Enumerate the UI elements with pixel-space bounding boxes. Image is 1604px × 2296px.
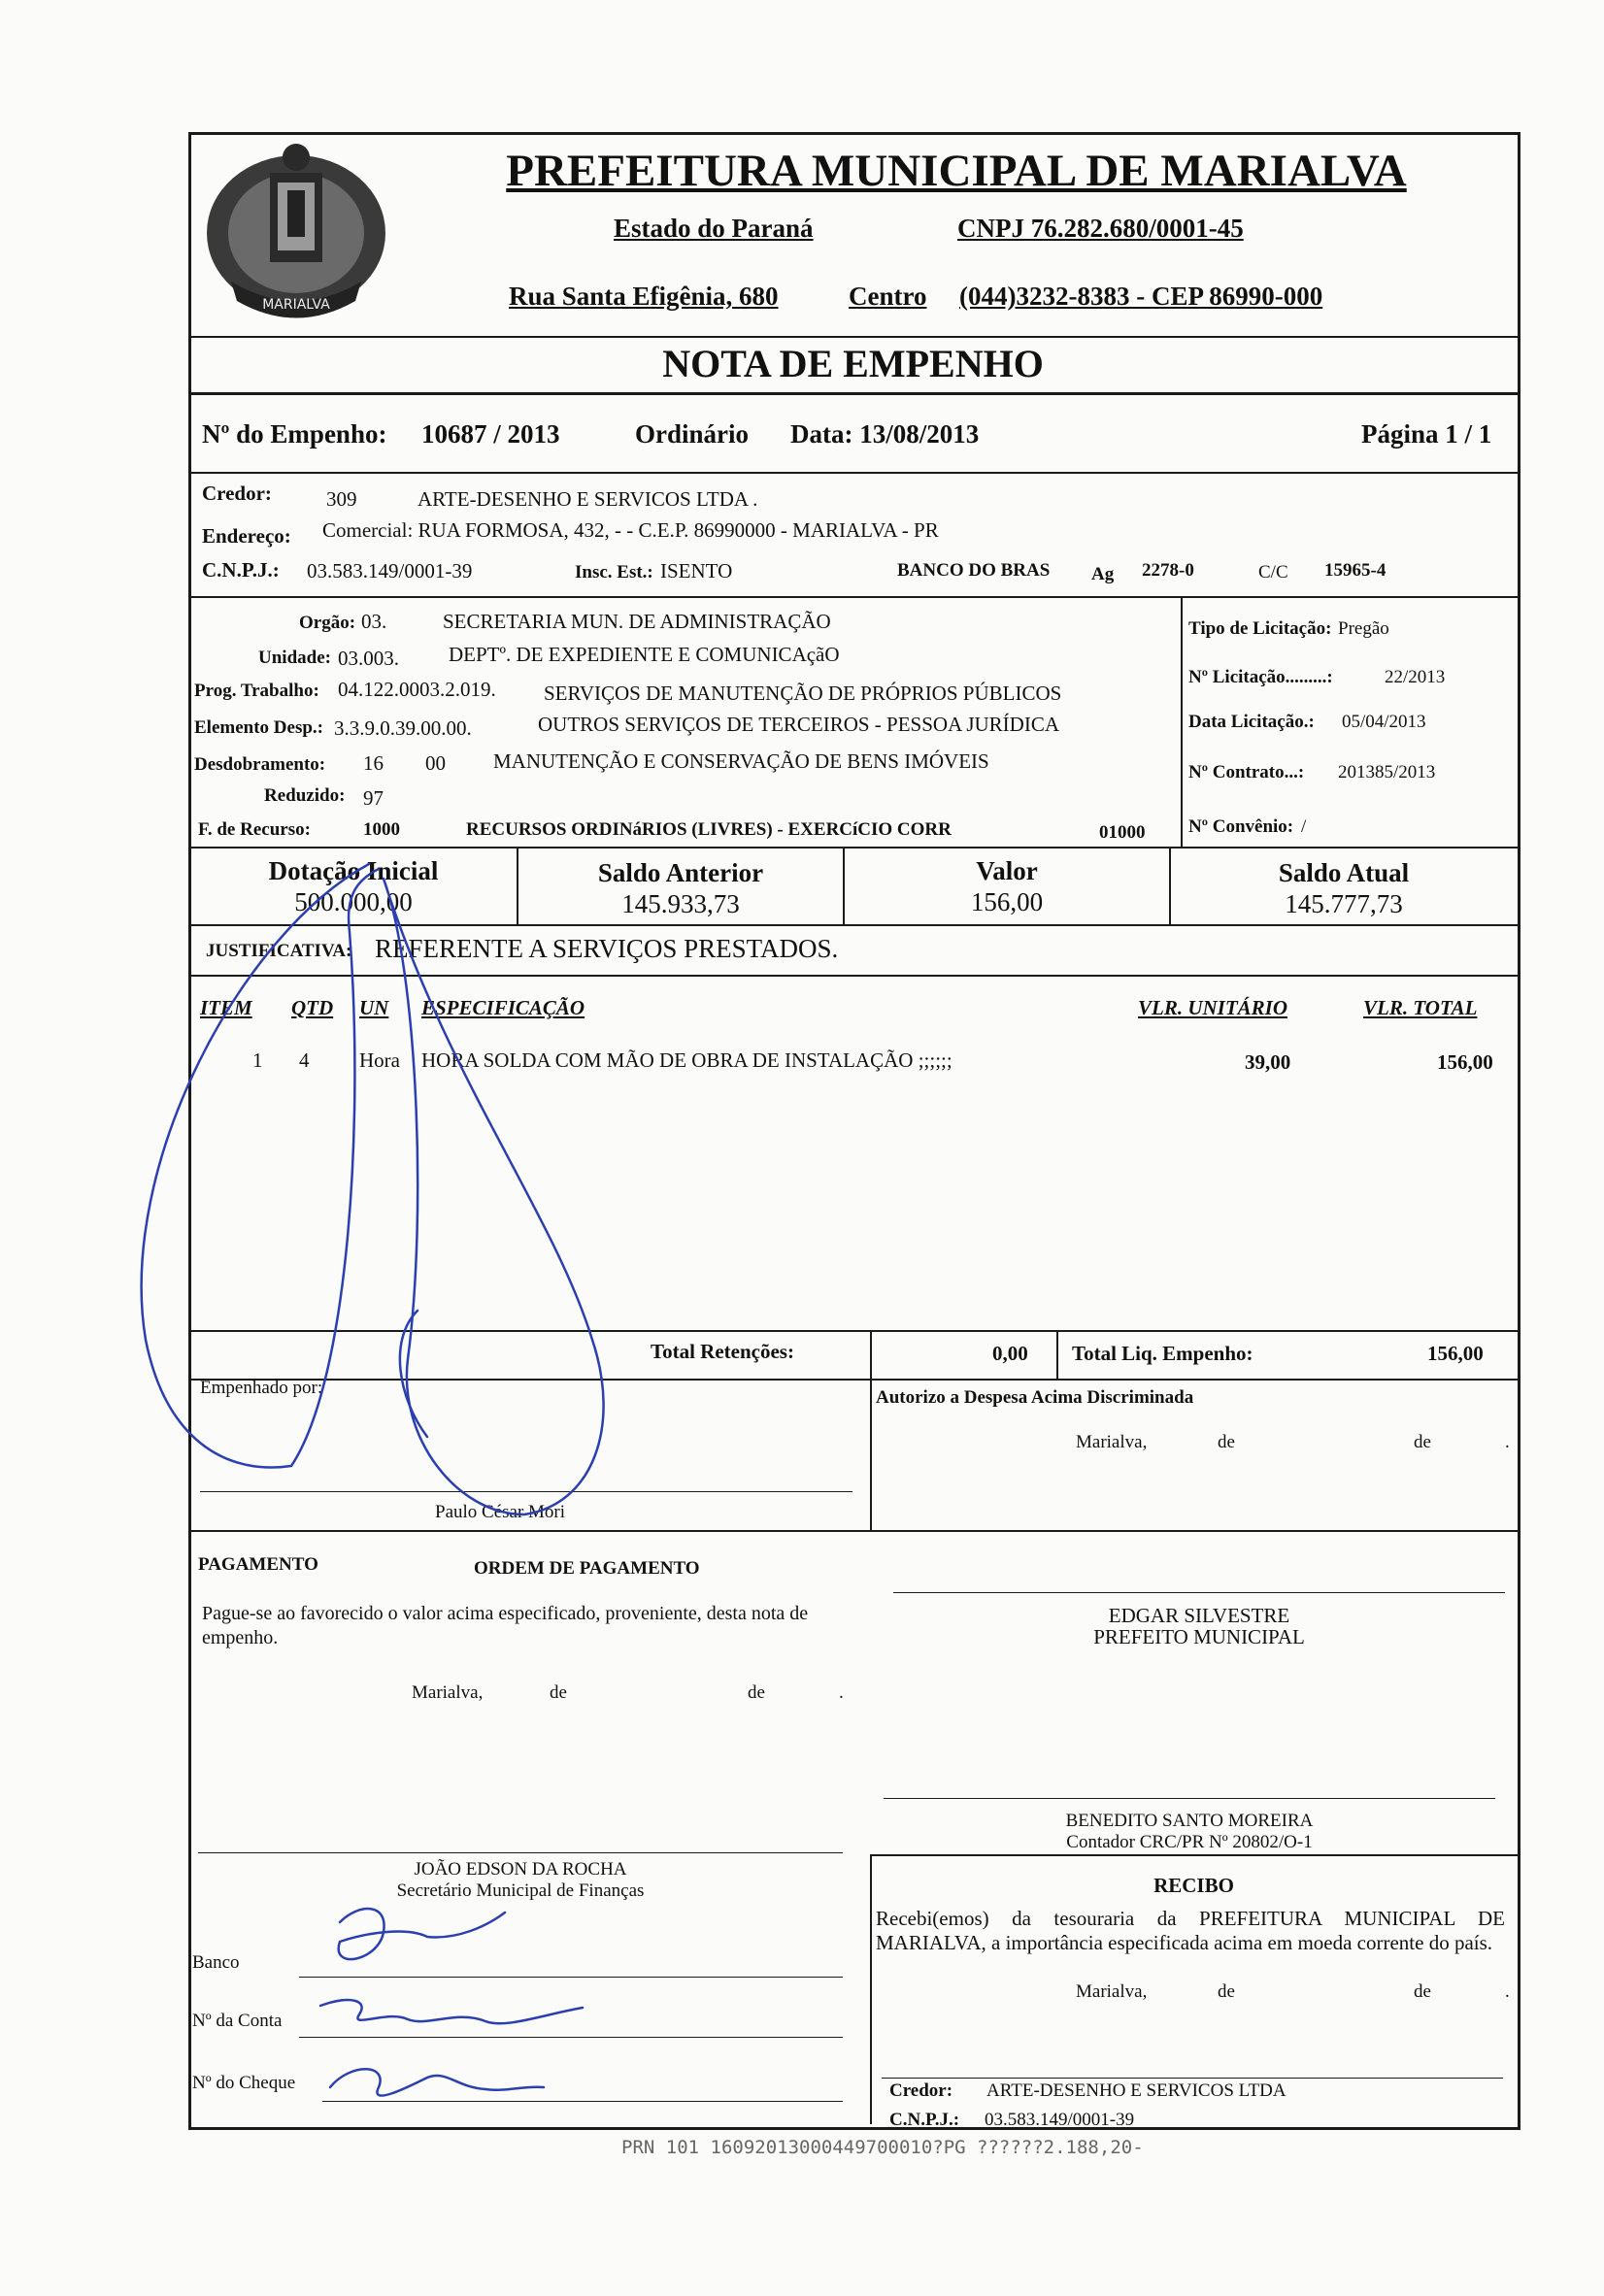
reduzido-label: Reduzido:	[264, 785, 346, 806]
col-vlr-total-header: VLR. TOTAL	[1363, 996, 1478, 1019]
prefeitura-title: PREFEITURA MUNICIPAL DE MARIALVA	[506, 146, 1407, 196]
col-especificacao-header: ESPECIFICAÇÃO	[421, 996, 585, 1019]
recibo-de-1: de	[1218, 1981, 1235, 2002]
prog-code: 04.122.0003.2.019.	[338, 678, 496, 701]
pagamento-de-1: de	[550, 1682, 567, 1703]
prefeito-title: PREFEITO MUNICIPAL	[1093, 1625, 1305, 1648]
total-retencoes-label: Total Retenções:	[651, 1340, 794, 1363]
total-retencoes: 0,00	[992, 1342, 1028, 1365]
conta-label: Nº da Conta	[192, 2011, 283, 2031]
contador-title: Contador CRC/PR Nº 20802/O-1	[1066, 1832, 1313, 1852]
cheque-signature	[330, 2069, 544, 2095]
account-label: C/C	[1258, 562, 1288, 582]
col-un-header: UN	[359, 996, 389, 1019]
dotacao-value: 500.000,00	[294, 887, 413, 916]
recibo-city: Marialva,	[1076, 1981, 1148, 2002]
recibo-cnpj: 03.583.149/0001-39	[985, 2110, 1135, 2130]
col-qtd-header: QTD	[291, 996, 334, 1019]
saldo-atual: 145.777,73	[1285, 889, 1403, 918]
state-name: Estado do Paraná	[614, 214, 814, 243]
credor-name: ARTE-DESENHO E SERVICOS LTDA .	[418, 487, 758, 511]
orgao-name: SECRETARIA MUN. DE ADMINISTRAÇÃO	[443, 610, 831, 633]
empenhado-por-name: Paulo César Mori	[435, 1502, 566, 1522]
agency-label: Ag	[1091, 564, 1115, 584]
empenho-date: Data: 13/08/2013	[790, 419, 980, 449]
prog-name: SERVIÇOS DE MANUTENÇÃO DE PRÓPRIOS PÚBLICOS	[544, 682, 1062, 705]
insc-value: ISENTO	[660, 559, 733, 582]
cheque-label: Nº do Cheque	[192, 2073, 296, 2093]
phone-cep: (044)3232-8383 - CEP 86990-000	[959, 282, 1323, 311]
pagamento-city: Marialva,	[412, 1682, 484, 1703]
orgao-code: 03.	[361, 610, 387, 633]
seal-label: MARIALVA	[262, 297, 330, 313]
saldo-atual-label: Saldo Atual	[1278, 858, 1410, 887]
tipo-licitacao: Pregão	[1338, 618, 1389, 639]
account: 15965-4	[1324, 560, 1387, 581]
prefeitura-cnpj: CNPJ 76.282.680/0001-45	[957, 214, 1244, 243]
dotacao-label: Dotação Inicial	[268, 856, 439, 885]
tipo-licitacao-label: Tipo de Licitação:	[1188, 618, 1332, 639]
secretario-name: JOÃO EDSON DA ROCHA	[414, 1859, 627, 1880]
licitacao-date-label: Data Licitação.:	[1188, 712, 1315, 732]
autorizo-text: Autorizo a Despesa Acima Discriminada	[876, 1387, 1194, 1408]
empenho-number-label: Nº do Empenho:	[202, 419, 387, 449]
pagamento-de-2: de	[748, 1682, 765, 1703]
desdobramento-label: Desdobramento:	[194, 754, 326, 775]
empenho-type: Ordinário	[635, 419, 750, 449]
fonte-code: 1000	[363, 819, 400, 840]
empenho-number: 10687 / 2013	[421, 419, 560, 449]
authorization-de-1: de	[1218, 1432, 1235, 1452]
contrato-label: Nº Contrato...:	[1188, 762, 1305, 782]
page-indicator: Página 1 / 1	[1361, 419, 1492, 449]
desdobramento-code: 16	[363, 751, 384, 775]
saldo-anterior-label: Saldo Anterior	[597, 858, 764, 887]
contador-name: BENEDITO SANTO MOREIRA	[1065, 1811, 1314, 1831]
licitacao-number: 22/2013	[1385, 667, 1446, 687]
prefeito-name: EDGAR SILVESTRE	[1108, 1604, 1290, 1627]
fonte-label: F. de Recurso:	[198, 819, 311, 840]
endereco: Comercial: RUA FORMOSA, 432, - - C.E.P. 86990000 - MARIALVA - PR	[322, 518, 939, 542]
row-vlr-total: 156,00	[1437, 1050, 1493, 1074]
recibo-cnpj-label: C.N.P.J.:	[889, 2110, 960, 2130]
col-item-header: ITEM	[200, 996, 252, 1019]
banco-signature	[339, 1909, 505, 1959]
convenio-label: Nº Convênio:	[1188, 816, 1294, 837]
row-especificacao: HORA SOLDA COM MÃO DE OBRA DE INSTALAÇÃO ;;;;;;	[421, 1048, 952, 1072]
row-vlr-unitario: 39,00	[1245, 1050, 1291, 1074]
document-title: NOTA DE EMPENHO	[662, 342, 1044, 385]
elemento-code: 3.3.9.0.39.00.00.	[334, 716, 472, 740]
authorization-city: Marialva,	[1076, 1432, 1148, 1452]
unidade-name: DEPTº. DE EXPEDIENTE E COMUNICAçãO	[449, 643, 840, 666]
prog-label: Prog. Trabalho:	[194, 681, 319, 701]
pagamento-text: Pague-se ao favorecido o valor acima especificado, proveniente, desta nota de empenho.	[202, 1603, 809, 1648]
licitacao-date: 05/04/2013	[1342, 712, 1426, 732]
total-liq-label: Total Liq. Empenho:	[1072, 1342, 1253, 1365]
desdobramento-sub: 00	[425, 751, 446, 775]
elemento-name: OUTROS SERVIÇOS DE TERCEIROS - PESSOA JURÍDICA	[538, 713, 1060, 736]
valor: 156,00	[970, 887, 1044, 916]
total-liq: 156,00	[1427, 1342, 1484, 1365]
pagamento-dot: .	[839, 1682, 844, 1703]
convenio: /	[1301, 816, 1307, 837]
conta-signature	[320, 2000, 583, 2023]
bank-name: BANCO DO BRAS	[897, 560, 1051, 581]
unidade-code: 03.003.	[338, 647, 399, 670]
valor-label: Valor	[976, 856, 1038, 885]
justificativa-text: REFERENTE A SERVIÇOS PRESTADOS.	[375, 934, 839, 963]
recibo-text: Recebi(emos) da tesouraria da PREFEITURA MUNICIPAL DE MARIALVA, a importância especificada acima em moeda corrente do país.	[876, 1907, 1505, 1954]
banco-label: Banco	[192, 1952, 240, 1973]
ordem-pagamento-label: ORDEM DE PAGAMENTO	[474, 1558, 700, 1579]
contrato: 201385/2013	[1338, 762, 1436, 782]
endereco-label: Endereço:	[202, 524, 291, 548]
authorization-de-2: de	[1414, 1432, 1431, 1452]
recibo-de-2: de	[1414, 1981, 1431, 2002]
orgao-label: Orgão:	[299, 613, 356, 633]
fonte-extra: 01000	[1099, 822, 1146, 843]
recibo-credor-label: Credor:	[889, 2080, 953, 2101]
licitacao-number-label: Nº Licitação.........:	[1188, 667, 1333, 687]
col-vlr-unitario-header: VLR. UNITÁRIO	[1138, 996, 1288, 1019]
recibo-title: RECIBO	[1153, 1874, 1234, 1897]
credor-label: Credor:	[202, 482, 272, 505]
recibo-credor: ARTE-DESENHO E SERVICOS LTDA	[986, 2080, 1287, 2101]
insc-label: Insc. Est.:	[575, 562, 653, 582]
empenhado-por-label: Empenhado por:	[200, 1378, 323, 1398]
credor-cnpj: 03.583.149/0001-39	[307, 559, 473, 582]
saldo-anterior: 145.933,73	[621, 889, 740, 918]
agency: 2278-0	[1142, 560, 1194, 581]
district: Centro	[849, 282, 927, 311]
row-item: 1	[252, 1048, 263, 1072]
row-qtd: 4	[299, 1048, 310, 1072]
paulo-signature-mark	[142, 864, 379, 1467]
elemento-label: Elemento Desp.:	[194, 717, 323, 738]
recibo-dot: .	[1505, 1981, 1510, 2002]
cnpj-label: C.N.P.J.:	[202, 558, 280, 582]
row-un: Hora	[359, 1048, 400, 1072]
pagamento-label: PAGAMENTO	[198, 1554, 318, 1575]
secretario-title: Secretário Municipal de Finanças	[396, 1880, 645, 1901]
justificativa-label: JUSTIFICATIVA:	[206, 941, 352, 961]
reduzido: 97	[363, 786, 384, 810]
credor-code: 309	[326, 487, 357, 511]
street-address: Rua Santa Efigênia, 680	[509, 282, 779, 311]
unidade-label: Unidade:	[258, 648, 331, 668]
fonte-name: RECURSOS ORDINáRIOS (LIVRES) - EXERCíCIO CORR	[466, 819, 952, 840]
footer-print-code: PRN 101 16092013000449700010?PG ??????2.188,20-	[621, 2137, 1144, 2158]
desdobramento-name: MANUTENÇÃO E CONSERVAÇÃO DE BENS IMÓVEIS	[493, 749, 989, 773]
authorization-dot: .	[1505, 1432, 1510, 1452]
